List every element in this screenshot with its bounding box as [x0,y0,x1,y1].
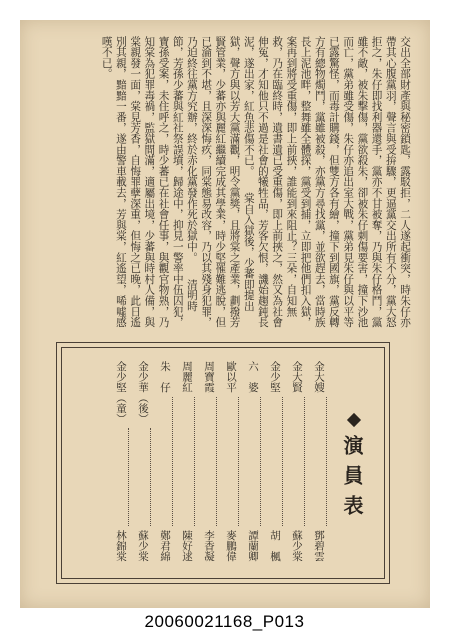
cast-row [246,361,261,561]
cast-actor: 陳好逑 [181,529,193,561]
dotted-leader [216,397,217,526]
dotted-leader [150,428,151,526]
dotted-leader [238,397,239,526]
cast-role: 周寶霞 [203,361,215,393]
cast-actor: 胡 楓 [269,529,281,561]
cast-row [290,361,305,561]
cast-row [114,361,129,561]
cast-row [312,361,327,561]
dotted-leader [326,397,327,526]
cast-role: 金少堅（童） [115,361,127,424]
cast-role: 金少華（後） [137,361,149,424]
cast-row [158,361,173,561]
synopsis-paragraph: 交出全部財產與秘密鎖匙，露駁拒，二人遂起衝突，時朱仔亦帶其心腹黨羽，聲言與受拚驟，更逼黨交出所有不分，黨大怒拒之，朱仔即找利器還手，黨亦不甘被奪，乃與朱仔格鬥，黨雖不敵，被朱擊傷，黨欲殺朱，卻被朱仔刺傷要害，撞下沙池而亡，黨弟雖受傷，朱仔亦追出室大戰，黨弟見朱仔與以平等已露驚怪，而毒計購錢，但雙方各有繪，撞下到國旗，黨反轉方有總物燭鬥，黨雖被殺，亦黨方尋找黨，並欲趕去，當時族長上泥池畔，整舞雖全體探，黨受到捕，立即把他們扣入獄，案再到將受重傷，即上前挾，誰能到來阻止？三朵，自知無救，乃在臨終時，遺書遺已受重傷，即上前挾之，然又為社會伸冤，才知他只不過是社會的犧牲品，芳客欠恨，譏始趨鈍長泥，遂出家，紅魚悲傷不已。 棠自入獄後，少蕃即提出獄，聲方與以芳大黨滿觀，明令黨獎，且將棠之產業，劃撥芳賢管業，少蕃亦與麗紅繼續完成其學業，時少堅罹難逃脫，但已淪到不堪，且深深悔疚，同棠態易改容，乃以其殘身犯罪，乃迫終往黨方究辦，終於赤化黨發作死於獄中。 清明時節，芳孫少蕃與紅社祭誤墳，歸途中，抑見一警率中伍囚犯，寶孫受案，未住呼之，時少蕃已在社會任事，與觀官物熟，乃知棠為犯罪毒禍，監獄間滿，適屬出境，少蕃與時村人備，與棠親發一面，棠見芳香，自悔罪孽深重，但悔之已晚，此日遙別其親，黯黯一番，遂由警車載去，芳與棠，紅遙望，唏噓感嘆不已。 [100,36,411,328]
cast-actor: 鄧碧雲 [313,529,325,561]
dotted-leader [128,428,129,526]
cast-row [136,361,151,561]
cast-role: 周麗紅 [181,361,193,393]
dotted-leader [194,397,195,526]
cast-actor: 李香凝 [203,529,215,561]
cast-role: 歐以平 [225,361,237,393]
cast-row [224,361,239,561]
cast-role: 金少堅 [269,361,281,393]
dotted-leader [260,397,261,526]
dotted-leader [172,397,173,526]
dotted-leader [304,397,305,526]
synopsis-text [30,36,412,328]
cast-actor: 譚蘭卿 [247,529,259,561]
cast-role: 六 婆 [247,361,259,393]
cast-actor: 麥鵬偉 [225,529,237,561]
image-id-caption: 20060021168_P013 [144,612,305,631]
cast-actor: 蘇少棠 [291,529,303,561]
cast-list-title: 演員表 [340,435,364,525]
dotted-leader [282,397,283,526]
cast-list-inner-border [61,347,385,579]
cast-row [268,361,283,561]
cast-role: 金大賢 [291,361,303,393]
cast-role: 金大嫂 [313,361,325,393]
cast-row [202,361,217,561]
cast-list-frame [56,342,390,584]
cast-role: 朱 仔 [159,361,171,393]
cast-actor: 鄭君綿 [159,529,171,561]
cast-actor: 林錦棠 [115,529,127,561]
scanned-page [20,20,430,608]
cast-row [180,361,195,561]
cast-actor: 蘇少棠 [137,529,149,561]
